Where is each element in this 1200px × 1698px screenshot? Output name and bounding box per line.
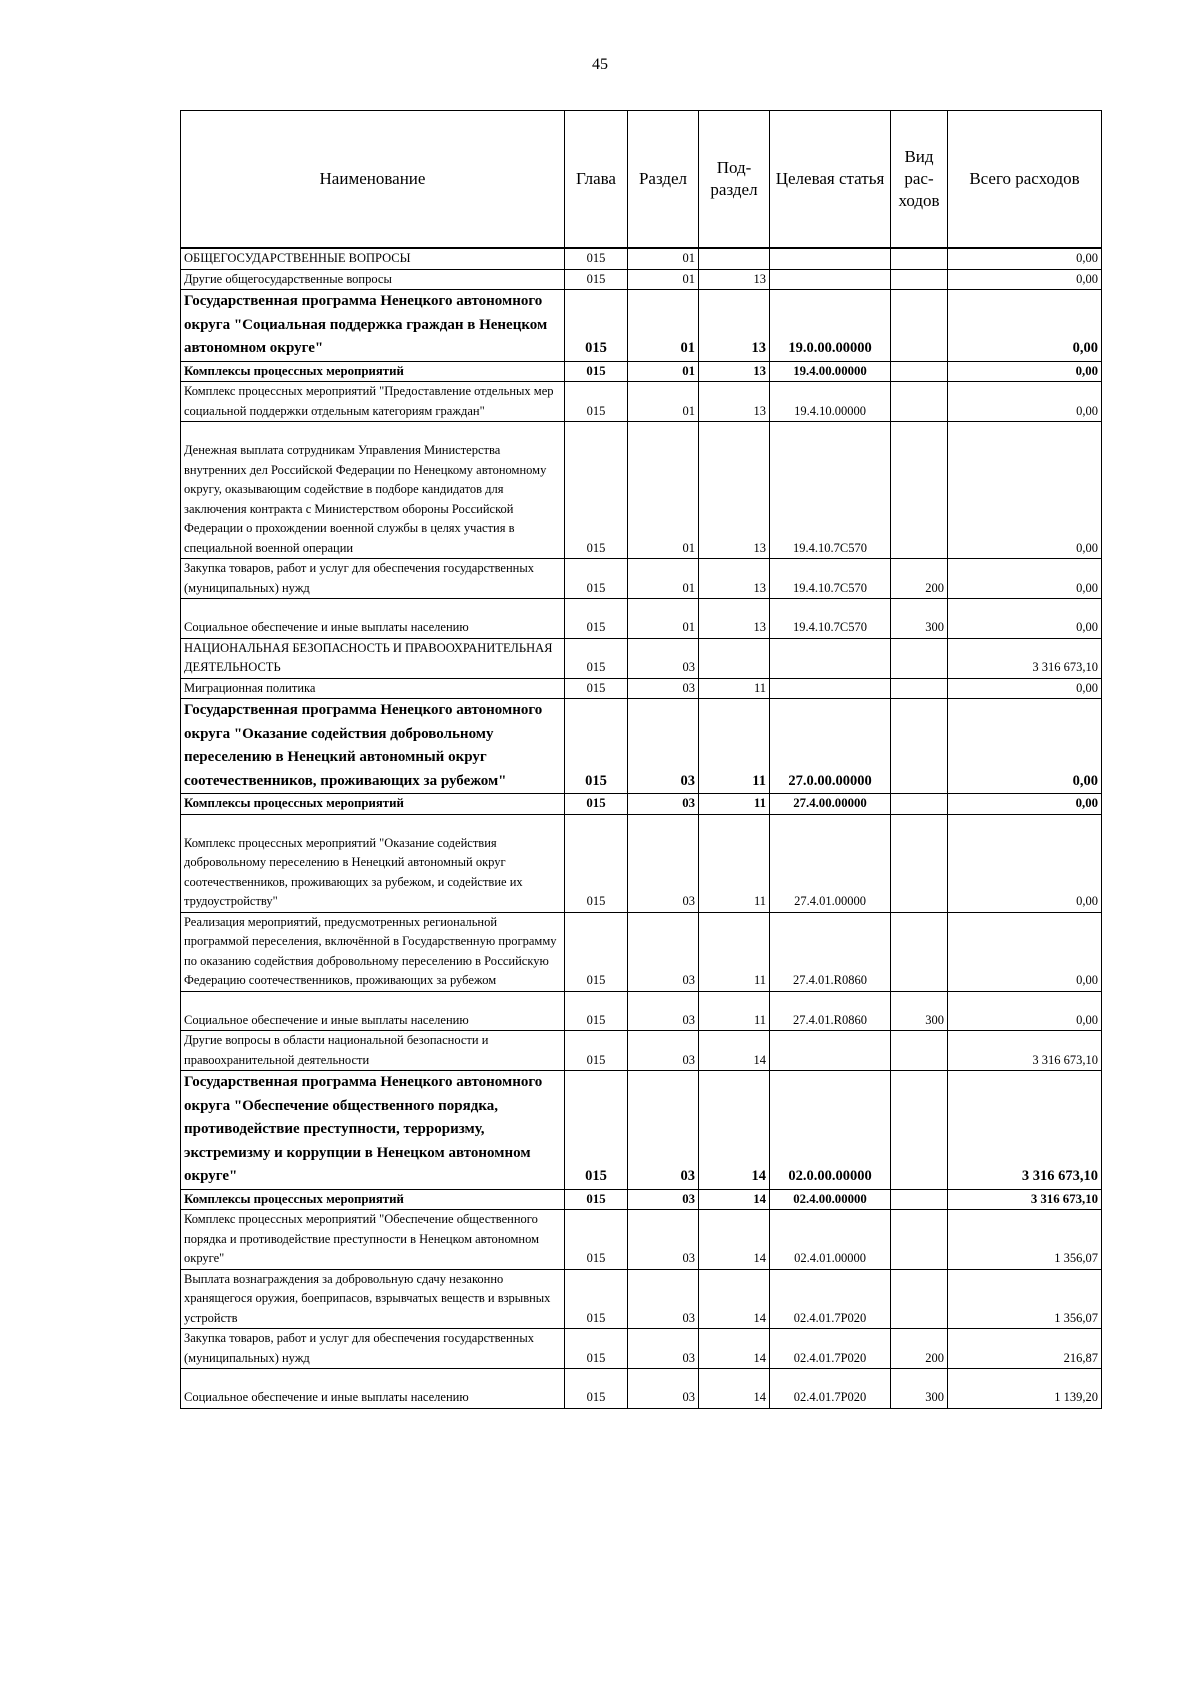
table-row	[181, 422, 1102, 559]
table-row	[181, 1329, 1102, 1369]
table-row	[181, 794, 1102, 815]
cell-section: 03	[628, 1329, 699, 1369]
cell-section: 03	[628, 699, 699, 794]
cell-section: 03	[628, 1369, 699, 1409]
cell-section: 01	[628, 290, 699, 362]
cell-subsection: 14	[699, 1031, 770, 1071]
cell-section: 03	[628, 1269, 699, 1329]
header-section: Раздел	[628, 111, 699, 249]
cell-total: 1 139,20	[948, 1369, 1102, 1409]
cell-subsection: 14	[699, 1189, 770, 1210]
table-row	[181, 559, 1102, 599]
cell-total: 0,00	[948, 269, 1102, 290]
cell-target	[770, 1031, 891, 1071]
table-row	[181, 1031, 1102, 1071]
table-row	[181, 248, 1102, 269]
table-row	[181, 814, 1102, 912]
cell-chapter: 015	[565, 269, 628, 290]
cell-name: Другие вопросы в области национальной безопасности и правоохранительной деятельности	[181, 1031, 565, 1071]
header-row	[181, 111, 1102, 249]
cell-chapter: 015	[565, 1071, 628, 1190]
cell-total: 0,00	[948, 814, 1102, 912]
cell-subsection: 13	[699, 382, 770, 422]
cell-name: Социальное обеспечение и иные выплаты населению	[181, 991, 565, 1031]
header-expense-type: Вид рас- ходов	[891, 111, 948, 249]
cell-name: Другие общегосударственные вопросы	[181, 269, 565, 290]
cell-chapter: 015	[565, 1189, 628, 1210]
cell-section: 03	[628, 678, 699, 699]
cell-target: 27.4.01.00000	[770, 814, 891, 912]
cell-name: Социальное обеспечение и иные выплаты населению	[181, 599, 565, 639]
cell-target: 02.4.01.7Р020	[770, 1329, 891, 1369]
cell-total: 0,00	[948, 422, 1102, 559]
cell-subsection: 14	[699, 1329, 770, 1369]
cell-target: 27.4.00.00000	[770, 794, 891, 815]
cell-target: 19.0.00.00000	[770, 290, 891, 362]
cell-subsection: 13	[699, 361, 770, 382]
table-row	[181, 269, 1102, 290]
cell-target: 19.4.00.00000	[770, 361, 891, 382]
cell-subsection: 14	[699, 1071, 770, 1190]
cell-name: ОБЩЕГОСУДАРСТВЕННЫЕ ВОПРОСЫ	[181, 248, 565, 269]
cell-total: 0,00	[948, 794, 1102, 815]
table-row	[181, 361, 1102, 382]
header-target: Целевая статья	[770, 111, 891, 249]
cell-total: 1 356,07	[948, 1269, 1102, 1329]
cell-target: 27.4.01.R0860	[770, 912, 891, 991]
cell-name: Реализация мероприятий, предусмотренных региональной программой переселения, включённой в Государственную программу по оказанию содействия добровольному переселению в Российскую Федерацию соотечественников, проживающих за рубежом	[181, 912, 565, 991]
cell-total: 0,00	[948, 361, 1102, 382]
header-chapter: Глава	[565, 111, 628, 249]
cell-chapter: 015	[565, 248, 628, 269]
cell-expense-type: 300	[891, 991, 948, 1031]
cell-name: Комплекс процессных мероприятий "Предоставление отдельных мер социальной поддержки отдельным категориям граждан"	[181, 382, 565, 422]
cell-chapter: 015	[565, 1031, 628, 1071]
cell-target: 19.4.10.00000	[770, 382, 891, 422]
cell-target: 02.4.00.00000	[770, 1189, 891, 1210]
cell-subsection: 13	[699, 290, 770, 362]
cell-section: 03	[628, 1071, 699, 1190]
cell-chapter: 015	[565, 382, 628, 422]
cell-expense-type	[891, 422, 948, 559]
cell-section: 01	[628, 559, 699, 599]
cell-section: 01	[628, 361, 699, 382]
cell-total: 0,00	[948, 699, 1102, 794]
cell-expense-type	[891, 699, 948, 794]
cell-expense-type	[891, 1210, 948, 1270]
cell-section: 03	[628, 638, 699, 678]
cell-expense-type	[891, 638, 948, 678]
cell-chapter: 015	[565, 422, 628, 559]
cell-target: 02.4.01.7Р020	[770, 1269, 891, 1329]
cell-subsection: 13	[699, 269, 770, 290]
table-row	[181, 1210, 1102, 1270]
cell-target: 19.4.10.7С570	[770, 559, 891, 599]
cell-name: Комплекс процессных мероприятий "Обеспечение общественного порядка и противодействие преступности в Ненецком автономном округе"	[181, 1210, 565, 1270]
table-row	[181, 599, 1102, 639]
cell-chapter: 015	[565, 638, 628, 678]
cell-total: 0,00	[948, 559, 1102, 599]
cell-expense-type	[891, 248, 948, 269]
cell-target: 19.4.10.7С570	[770, 599, 891, 639]
table-row	[181, 1189, 1102, 1210]
cell-expense-type	[891, 1269, 948, 1329]
cell-section: 03	[628, 991, 699, 1031]
cell-chapter: 015	[565, 814, 628, 912]
cell-section: 01	[628, 248, 699, 269]
cell-target: 02.4.01.7Р020	[770, 1369, 891, 1409]
cell-name: Комплекс процессных мероприятий "Оказание содействия добровольному переселению в Ненецкий автономный округ соотечественников, проживающих за рубежом, и содействие их трудоустройству"	[181, 814, 565, 912]
cell-target	[770, 248, 891, 269]
cell-total: 0,00	[948, 912, 1102, 991]
cell-expense-type: 200	[891, 559, 948, 599]
table-row	[181, 382, 1102, 422]
cell-subsection: 14	[699, 1269, 770, 1329]
cell-chapter: 015	[565, 794, 628, 815]
cell-target: 27.4.01.R0860	[770, 991, 891, 1031]
cell-name: Денежная выплата сотрудникам Управления Министерства внутренних дел Российской Федерации по Ненецкому автономному округу, оказывающим содействие в подборе кандидатов для заключения контракта с Министерством обороны Российской Федерации о прохождении военной службы в целях участия в специальной военной операции	[181, 422, 565, 559]
header-name: Наименование	[181, 111, 565, 249]
cell-chapter: 015	[565, 290, 628, 362]
table-row	[181, 991, 1102, 1031]
table-row	[181, 290, 1102, 362]
cell-section: 03	[628, 1189, 699, 1210]
cell-target: 19.4.10.7С570	[770, 422, 891, 559]
cell-section: 03	[628, 1210, 699, 1270]
cell-total: 0,00	[948, 382, 1102, 422]
table-row	[181, 1269, 1102, 1329]
cell-subsection	[699, 638, 770, 678]
cell-name: Государственная программа Ненецкого автономного округа "Оказание содействия добровольному переселению в Ненецкий автономный округ соотечественников, проживающих за рубежом"	[181, 699, 565, 794]
cell-section: 01	[628, 382, 699, 422]
cell-section: 01	[628, 422, 699, 559]
cell-name: Выплата вознаграждения за добровольную сдачу незаконно хранящегося оружия, боеприпасов, взрывчатых веществ и взрывных устройств	[181, 1269, 565, 1329]
cell-expense-type: 300	[891, 1369, 948, 1409]
cell-target	[770, 269, 891, 290]
cell-subsection: 11	[699, 814, 770, 912]
header-total: Всего расходов	[948, 111, 1102, 249]
cell-name: Закупка товаров, работ и услуг для обеспечения государственных (муниципальных) нужд	[181, 559, 565, 599]
cell-subsection: 14	[699, 1369, 770, 1409]
cell-subsection: 14	[699, 1210, 770, 1270]
cell-section: 03	[628, 814, 699, 912]
table-row	[181, 699, 1102, 794]
cell-expense-type	[891, 794, 948, 815]
cell-section: 01	[628, 599, 699, 639]
cell-name: Комплексы процессных мероприятий	[181, 1189, 565, 1210]
cell-expense-type: 300	[891, 599, 948, 639]
cell-expense-type	[891, 1031, 948, 1071]
cell-target: 02.4.01.00000	[770, 1210, 891, 1270]
budget-table	[180, 110, 1102, 1409]
cell-target	[770, 638, 891, 678]
cell-total: 0,00	[948, 678, 1102, 699]
cell-section: 03	[628, 1031, 699, 1071]
cell-expense-type	[891, 382, 948, 422]
cell-expense-type	[891, 912, 948, 991]
cell-subsection: 13	[699, 559, 770, 599]
cell-expense-type: 200	[891, 1329, 948, 1369]
cell-chapter: 015	[565, 699, 628, 794]
cell-total: 3 316 673,10	[948, 1071, 1102, 1190]
cell-total: 0,00	[948, 991, 1102, 1031]
cell-expense-type	[891, 290, 948, 362]
table-body	[181, 248, 1102, 1408]
table-row	[181, 1071, 1102, 1190]
cell-expense-type	[891, 361, 948, 382]
cell-target: 27.0.00.00000	[770, 699, 891, 794]
cell-expense-type	[891, 1189, 948, 1210]
cell-total: 216,87	[948, 1329, 1102, 1369]
cell-chapter: 015	[565, 599, 628, 639]
table-row	[181, 638, 1102, 678]
cell-chapter: 015	[565, 559, 628, 599]
cell-total: 0,00	[948, 290, 1102, 362]
cell-expense-type	[891, 814, 948, 912]
cell-total: 0,00	[948, 599, 1102, 639]
cell-total: 3 316 673,10	[948, 638, 1102, 678]
cell-section: 03	[628, 794, 699, 815]
page-number: 45	[592, 56, 608, 73]
cell-target: 02.0.00.00000	[770, 1071, 891, 1190]
cell-section: 01	[628, 269, 699, 290]
table-row	[181, 912, 1102, 991]
cell-name: Государственная программа Ненецкого автономного округа "Обеспечение общественного порядка, противодействие преступности, терроризму, экстремизму и коррупции в Ненецком автономном округе"	[181, 1071, 565, 1190]
cell-total: 0,00	[948, 248, 1102, 269]
cell-total: 3 316 673,10	[948, 1189, 1102, 1210]
cell-name: Миграционная политика	[181, 678, 565, 699]
cell-subsection: 11	[699, 794, 770, 815]
cell-name: Комплексы процессных мероприятий	[181, 361, 565, 382]
cell-name: Социальное обеспечение и иные выплаты населению	[181, 1369, 565, 1409]
cell-chapter: 015	[565, 1269, 628, 1329]
cell-name: Закупка товаров, работ и услуг для обеспечения государственных (муниципальных) нужд	[181, 1329, 565, 1369]
header-subsection: Под- раздел	[699, 111, 770, 249]
cell-chapter: 015	[565, 991, 628, 1031]
cell-subsection: 13	[699, 422, 770, 559]
cell-expense-type	[891, 269, 948, 290]
table-row	[181, 1369, 1102, 1409]
cell-target	[770, 678, 891, 699]
cell-subsection: 11	[699, 699, 770, 794]
cell-section: 03	[628, 912, 699, 991]
cell-chapter: 015	[565, 1369, 628, 1409]
cell-chapter: 015	[565, 678, 628, 699]
cell-subsection: 13	[699, 599, 770, 639]
cell-chapter: 015	[565, 912, 628, 991]
cell-subsection	[699, 248, 770, 269]
cell-subsection: 11	[699, 912, 770, 991]
cell-expense-type	[891, 678, 948, 699]
cell-subsection: 11	[699, 991, 770, 1031]
cell-chapter: 015	[565, 1210, 628, 1270]
cell-name: Государственная программа Ненецкого автономного округа "Социальная поддержка граждан в Ненецком автономном округе"	[181, 290, 565, 362]
cell-subsection: 11	[699, 678, 770, 699]
cell-total: 3 316 673,10	[948, 1031, 1102, 1071]
table-row	[181, 678, 1102, 699]
cell-name: Комплексы процессных мероприятий	[181, 794, 565, 815]
cell-chapter: 015	[565, 1329, 628, 1369]
cell-name: НАЦИОНАЛЬНАЯ БЕЗОПАСНОСТЬ И ПРАВООХРАНИТЕЛЬНАЯ ДЕЯТЕЛЬНОСТЬ	[181, 638, 565, 678]
cell-expense-type	[891, 1071, 948, 1190]
cell-total: 1 356,07	[948, 1210, 1102, 1270]
cell-chapter: 015	[565, 361, 628, 382]
